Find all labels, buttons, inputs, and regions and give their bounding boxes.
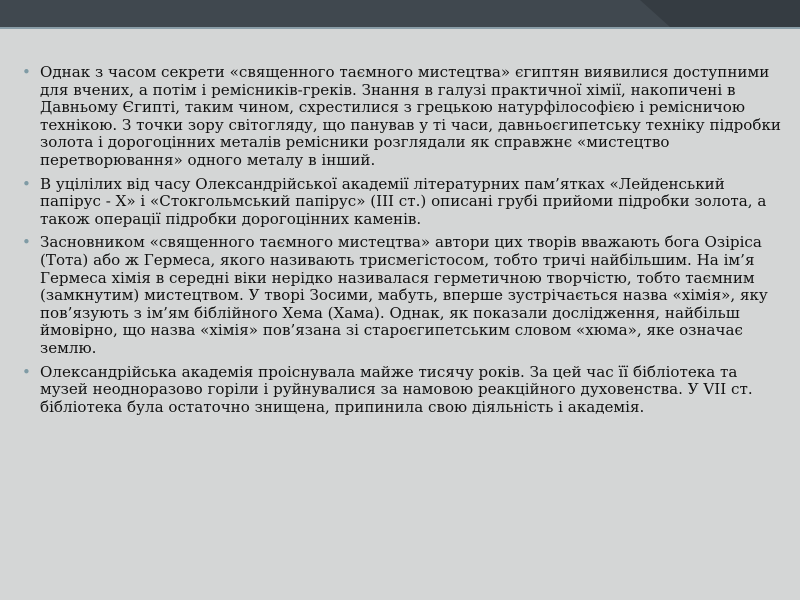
bullet-icon: •: [22, 233, 31, 252]
header-decoration: [600, 0, 800, 27]
header-accent-line: [0, 27, 800, 29]
paragraph-text: Засновником «священного таємного мистецтва» автори цих творів вважають бога Озіріса (Тота) або ж Гермеса, якого називають трисмегістосом, тобто тричі найбільшим. На ім’я Гермеса хімія в середні віки нерідко називалася герметичною творчістю, тобто таємним (замкнутим) мистецтвом. У творі Зосими, мабуть, вперше зустрічається назва «хімія», яку пов’язують з ім’ям біблійного Хема (Хама). Однак, як показали дослідження, найбільш ймовірно, що назва «хімія» пов’язана зі староєгипетським словом «хюма», яке означає землю.: [40, 233, 768, 357]
bullet-list: [22, 64, 788, 416]
paragraph-text: Олександрійська академія проіснувала майже тисячу років. За цей час її бібліотека та музей неодноразово горіли і руйнувалися за намовою реакційного духовенства. У VII ст. бібліотека була остаточно знищена, припинила свою діяльність і академія.: [40, 362, 753, 416]
list-item: [22, 64, 788, 170]
paragraph-text: В уцілілих від часу Олександрійської академії літературних пам’ятках «Лейденський папірус - Х» і «Стокгольмський папірус» (ІІІ ст.) описані грубі прийоми підробки золота, а також операції підробки дорогоцінних каменів.: [40, 174, 767, 228]
slide-body: [22, 64, 788, 422]
paragraph-text: Однак з часом секрети «священного таємного мистецтва» єгиптян виявилися доступними для вчених, а потім і ремісників-греків. Знання в галузі практичної хімії, накопичені в Давньому Єгипті, таким чином, схрестилися з грецькою натурфілософією і ремісничою технікою. З точки зору світогляду, що панував у ті часи, давньоєгипетську техніку підробки золота і дорогоцінних металів ремісники розглядали як справжнє «мистецтво перетворювання» одного металу в інший.: [40, 63, 781, 169]
bullet-icon: •: [22, 174, 31, 193]
list-item: [22, 234, 788, 357]
list-item: [22, 364, 788, 417]
list-item: [22, 176, 788, 229]
bullet-icon: •: [22, 362, 31, 381]
bullet-icon: •: [22, 63, 31, 81]
